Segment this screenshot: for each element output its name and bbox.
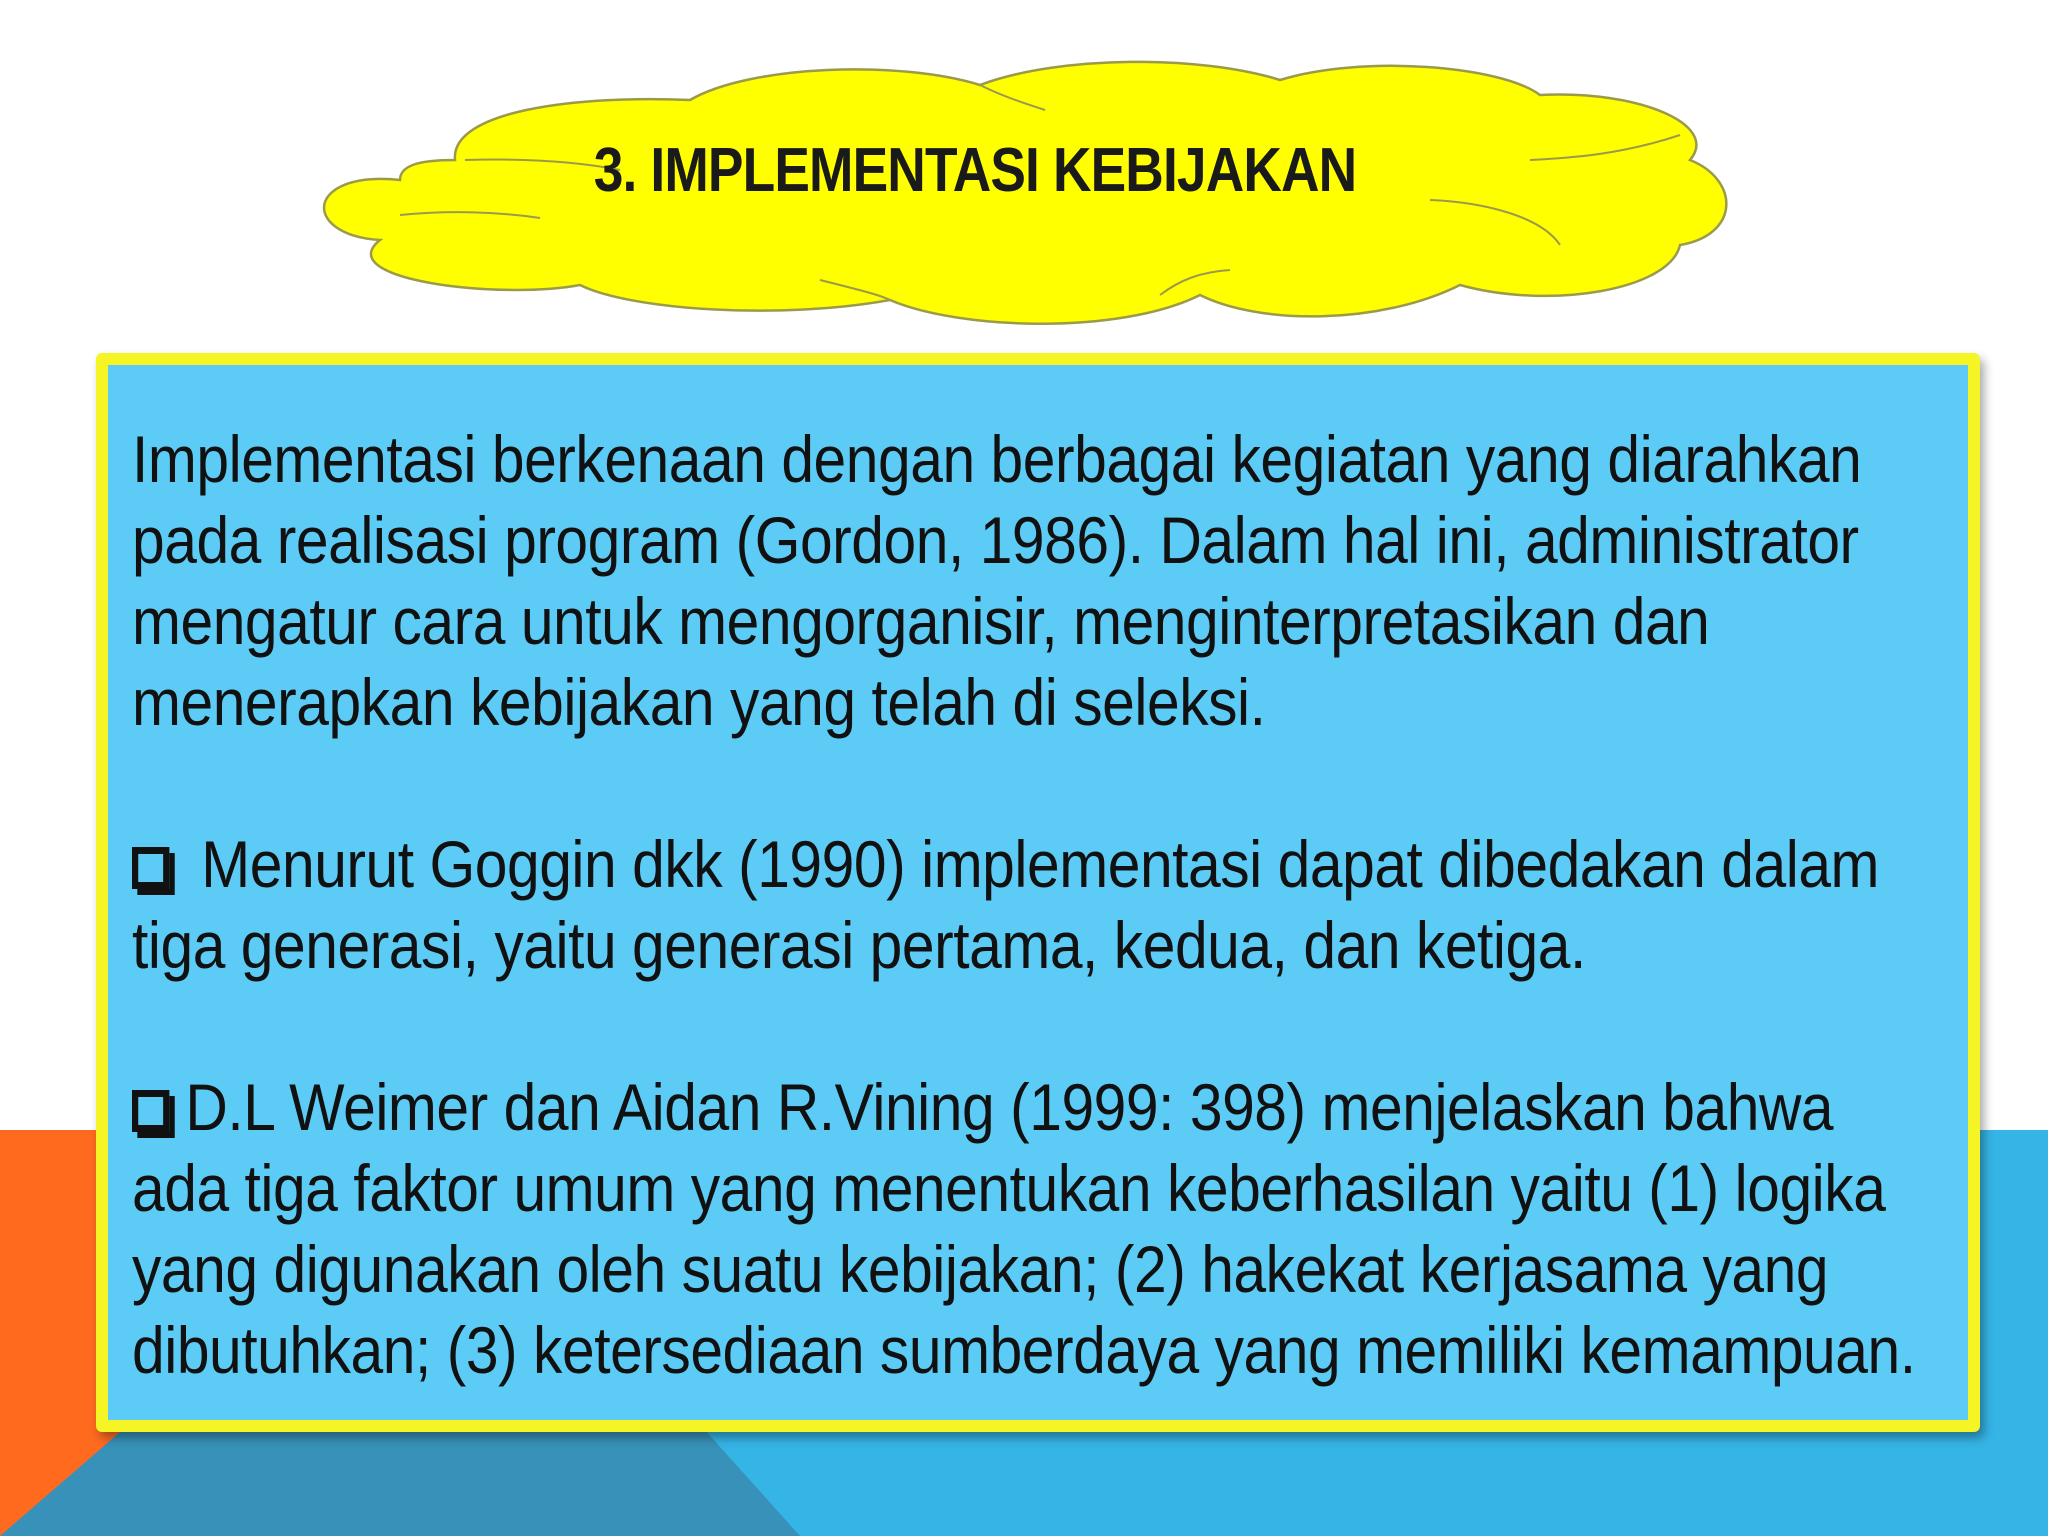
content-box	[96, 353, 1980, 1432]
checkbox-square-icon	[132, 847, 169, 889]
spacer	[132, 986, 1939, 1067]
bullet-text-1: Menurut Goggin dkk (1990) implementasi dapat dibedakan dalam tiga generasi, yaitu generasi pertama, kedua, dan ketiga.	[132, 827, 1880, 982]
bullet-item-1	[132, 824, 1939, 986]
slide-title: 3. IMPLEMENTASI KEBIJAKAN	[593, 136, 1357, 205]
paragraph-intro: Implementasi berkenaan dengan berbagai kegiatan yang diarahkan pada realisasi program (Gordon, 1986). Dalam hal ini, administrator mengatur cara untuk mengorganisir, menginterpretasikan dan menerapkan kebijakan yang telah di seleksi.	[132, 422, 1862, 739]
checkbox-square-icon	[132, 1090, 169, 1132]
bullet-item-2	[132, 1067, 1939, 1391]
content-inner	[132, 419, 1939, 1391]
spacer	[132, 743, 1939, 824]
bullet-text-2: D.L Weimer dan Aidan R.Vining (1999: 398) menjelaskan bahwa ada tiga faktor umum yang menentukan keberhasilan yaitu (1) logika yang digunakan oleh suatu kebijakan; (2) hakekat kerjasama yang dibutuhkan; (3) ketersediaan sumberdaya yang memiliki kemampuan.	[132, 1070, 1916, 1387]
